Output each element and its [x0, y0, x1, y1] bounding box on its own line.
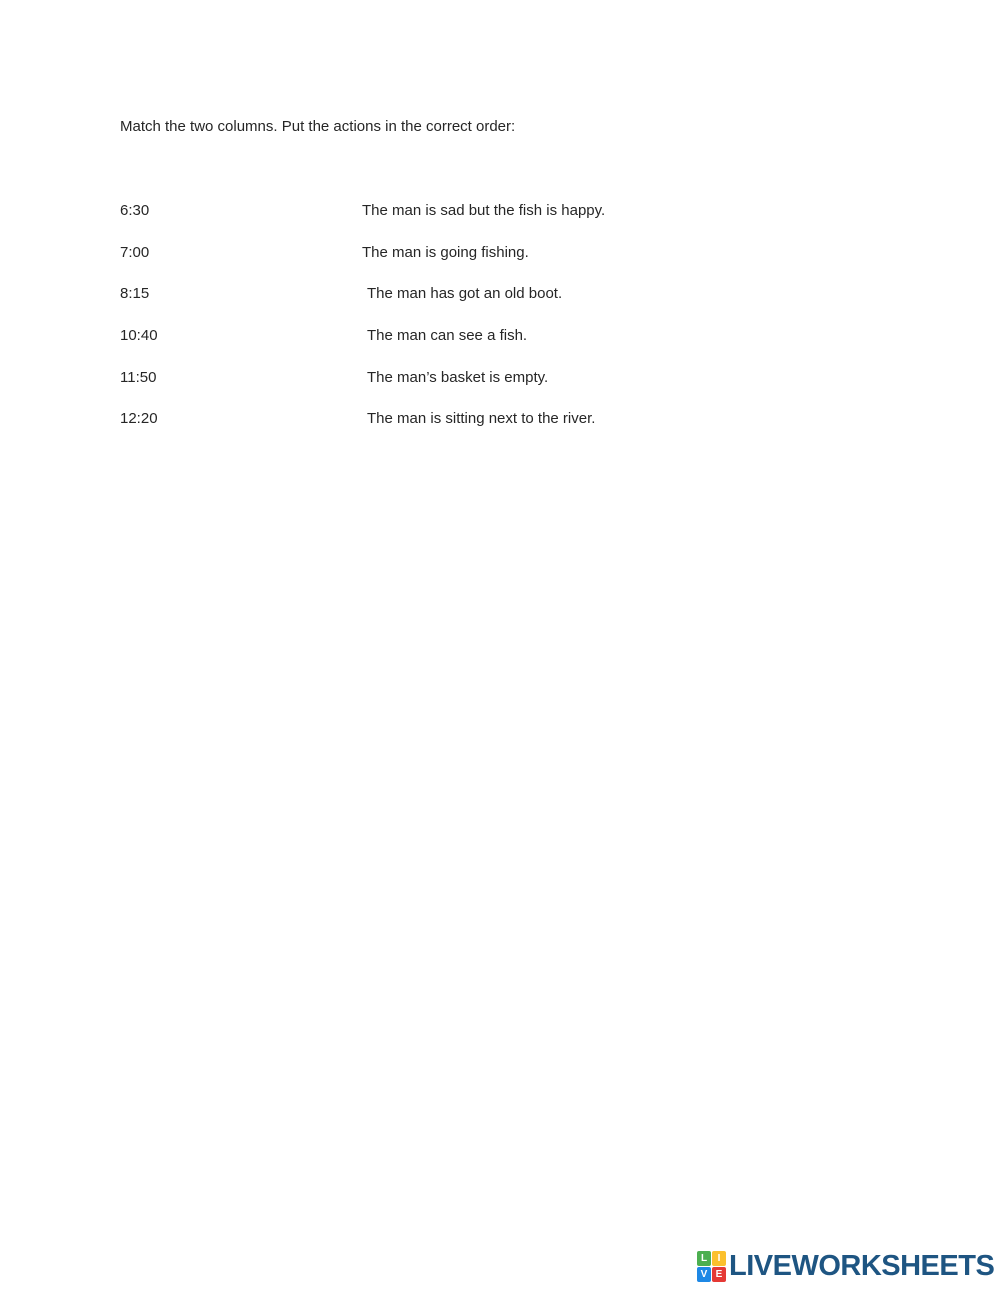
- match-sentence[interactable]: The man can see a fish.: [367, 327, 528, 345]
- match-time[interactable]: 12:20: [120, 410, 158, 428]
- liveworksheets-logo[interactable]: [697, 1251, 994, 1282]
- match-time[interactable]: 6:30: [120, 202, 150, 219]
- match-time[interactable]: 7:00: [120, 243, 150, 261]
- match-sentence[interactable]: The man is sad but the fish is happy.: [362, 202, 606, 219]
- match-sentence[interactable]: The man has got an old boot.: [367, 285, 563, 303]
- logo-tile-v: V: [697, 1267, 711, 1282]
- match-row: [120, 202, 900, 244]
- logo-tile-i: I: [712, 1251, 726, 1266]
- logo-wordmark: LIVEWORKSHEETS: [729, 1250, 995, 1282]
- logo-tile-e: E: [712, 1267, 726, 1282]
- exercise-instruction: Match the two columns. Put the actions in the correct order:: [120, 118, 516, 135]
- match-time[interactable]: 8:15: [120, 285, 150, 303]
- match-row: [120, 244, 900, 286]
- match-row: [120, 285, 900, 327]
- match-time[interactable]: 11:50: [120, 368, 157, 386]
- liveworksheets-logo-icon: [697, 1251, 726, 1282]
- match-sentence[interactable]: The man is going fishing.: [362, 243, 529, 261]
- match-sentence[interactable]: The man is sitting next to the river.: [367, 410, 596, 428]
- match-row: [120, 327, 900, 369]
- match-exercise: [120, 202, 900, 452]
- match-row: [120, 410, 900, 452]
- match-row: [120, 369, 900, 411]
- match-time[interactable]: 10:40: [120, 327, 158, 345]
- match-sentence[interactable]: The man’s basket is empty.: [367, 368, 549, 386]
- logo-tile-l: L: [697, 1251, 711, 1266]
